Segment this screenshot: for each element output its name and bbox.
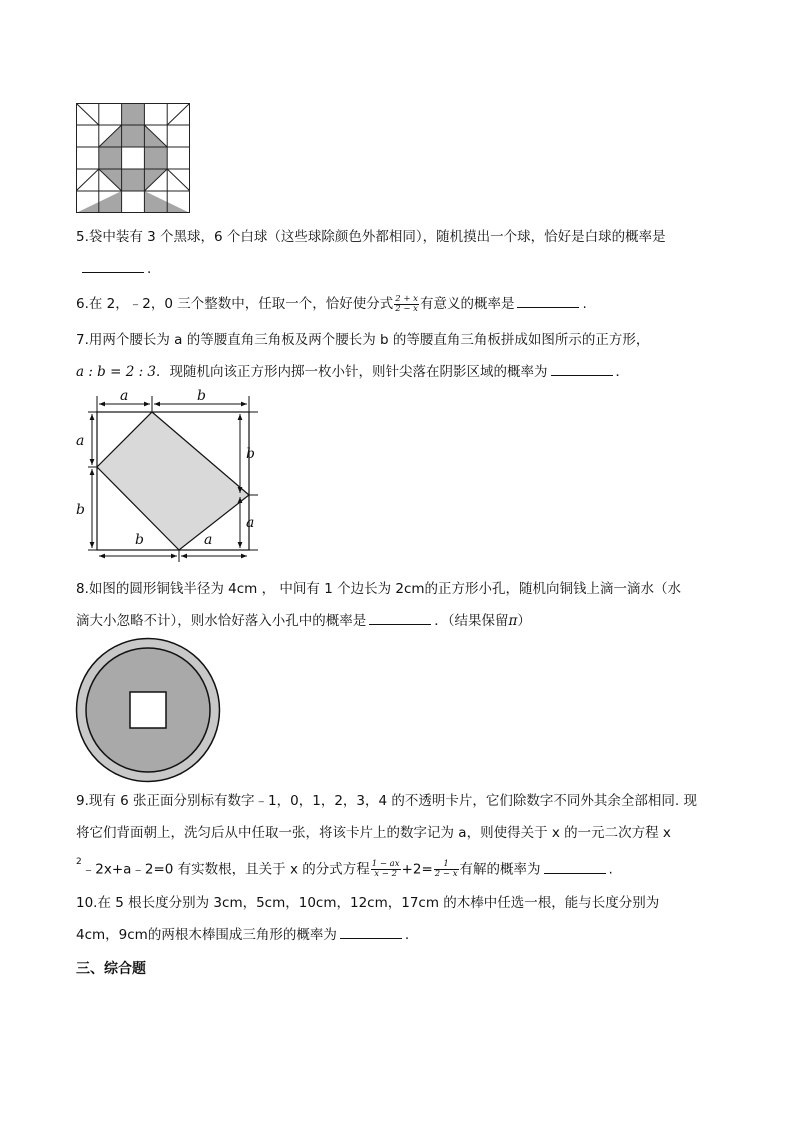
question-10-line1: 10.在 5 根长度分别为 3cm，5cm，10cm，12cm，17cm 的木棒中任选一根，能与长度分别为 (76, 895, 660, 911)
question-9-line3: $^2$﹣2x+a﹣2=0 有实数根，且关于 x 的分式方程 $\frac{1 - ax}{x - 2}$ +2= $\frac{1}{2 - x}$ 有解的概率为 . (76, 857, 613, 879)
answer-blank (340, 925, 402, 939)
tile-pattern-figure (76, 103, 190, 213)
label-a-right: a (246, 515, 255, 531)
answer-blank (369, 611, 431, 625)
coin-figure (75, 637, 221, 783)
label-b-left: b (76, 502, 85, 518)
section-heading: 三、综合题 (76, 961, 146, 977)
question-8-line2: 滴大小忽略不计），则水恰好落入小孔中的概率是 ．（结果保留π） (76, 613, 531, 629)
square-triangles-figure (72, 386, 262, 562)
question-7-line2: a : b = 2 : 3．现随机向该正方形内掷一枚小针，则针尖落在阴影区域的概率为 ． (76, 364, 630, 380)
answer-blank (551, 362, 613, 376)
answer-blank (517, 294, 579, 308)
fraction: $\frac{2 + x}{2 - x}$ (395, 293, 418, 314)
question-5-line1: 5.袋中装有 3 个黑球，6 个白球（这些球除颜色外都相同），随机摸出一个球，恰好是白球的概率是 (76, 229, 666, 245)
fraction: $\frac{1}{2 - x}$ (434, 859, 458, 879)
label-b-right: b (246, 446, 255, 462)
question-7-line1: 7.用两个腰长为 a 的等腰直角三角板及两个腰长为 b 的等腰直角三角板拼成如图所示的正方形， (76, 332, 650, 348)
label-a-top: a (120, 388, 129, 404)
question-9-line1: 9.现有 6 张正面分别标有数字﹣1，0，1，2，3，4 的不透明卡片，它们除数字不同外其余全部相同. 现 (76, 793, 697, 809)
question-5-line2: . (76, 259, 151, 279)
question-8-line1: 8.如图的圆形铜钱半径为 4cm ， 中间有 1 个边长为 2cm的正方形小孔，随机向铜钱上滴一滴水（水 (76, 581, 682, 597)
question-10-line2: 4cm，9cm的两根木棒围成三角形的概率为 . (76, 927, 410, 943)
label-a-left: a (76, 433, 85, 449)
answer-blank (82, 259, 144, 273)
answer-blank (544, 860, 606, 874)
label-b-top: b (197, 388, 206, 404)
label-a-bottom: a (204, 532, 213, 548)
label-b-bottom: b (135, 532, 144, 548)
question-9-line2: 将它们背面朝上，洗匀后从中任取一张，将该卡片上的数字记为 a，则使得关于 x 的一元二次方程 x (76, 825, 671, 841)
question-6: 6.在 2，﹣2，0 三个整数中，任取一个，恰好使分式 $\frac{2 + x}{2 - x}$ 有意义的概率是 . (76, 293, 587, 314)
fraction: $\frac{1 - ax}{x - 2}$ (371, 859, 400, 879)
